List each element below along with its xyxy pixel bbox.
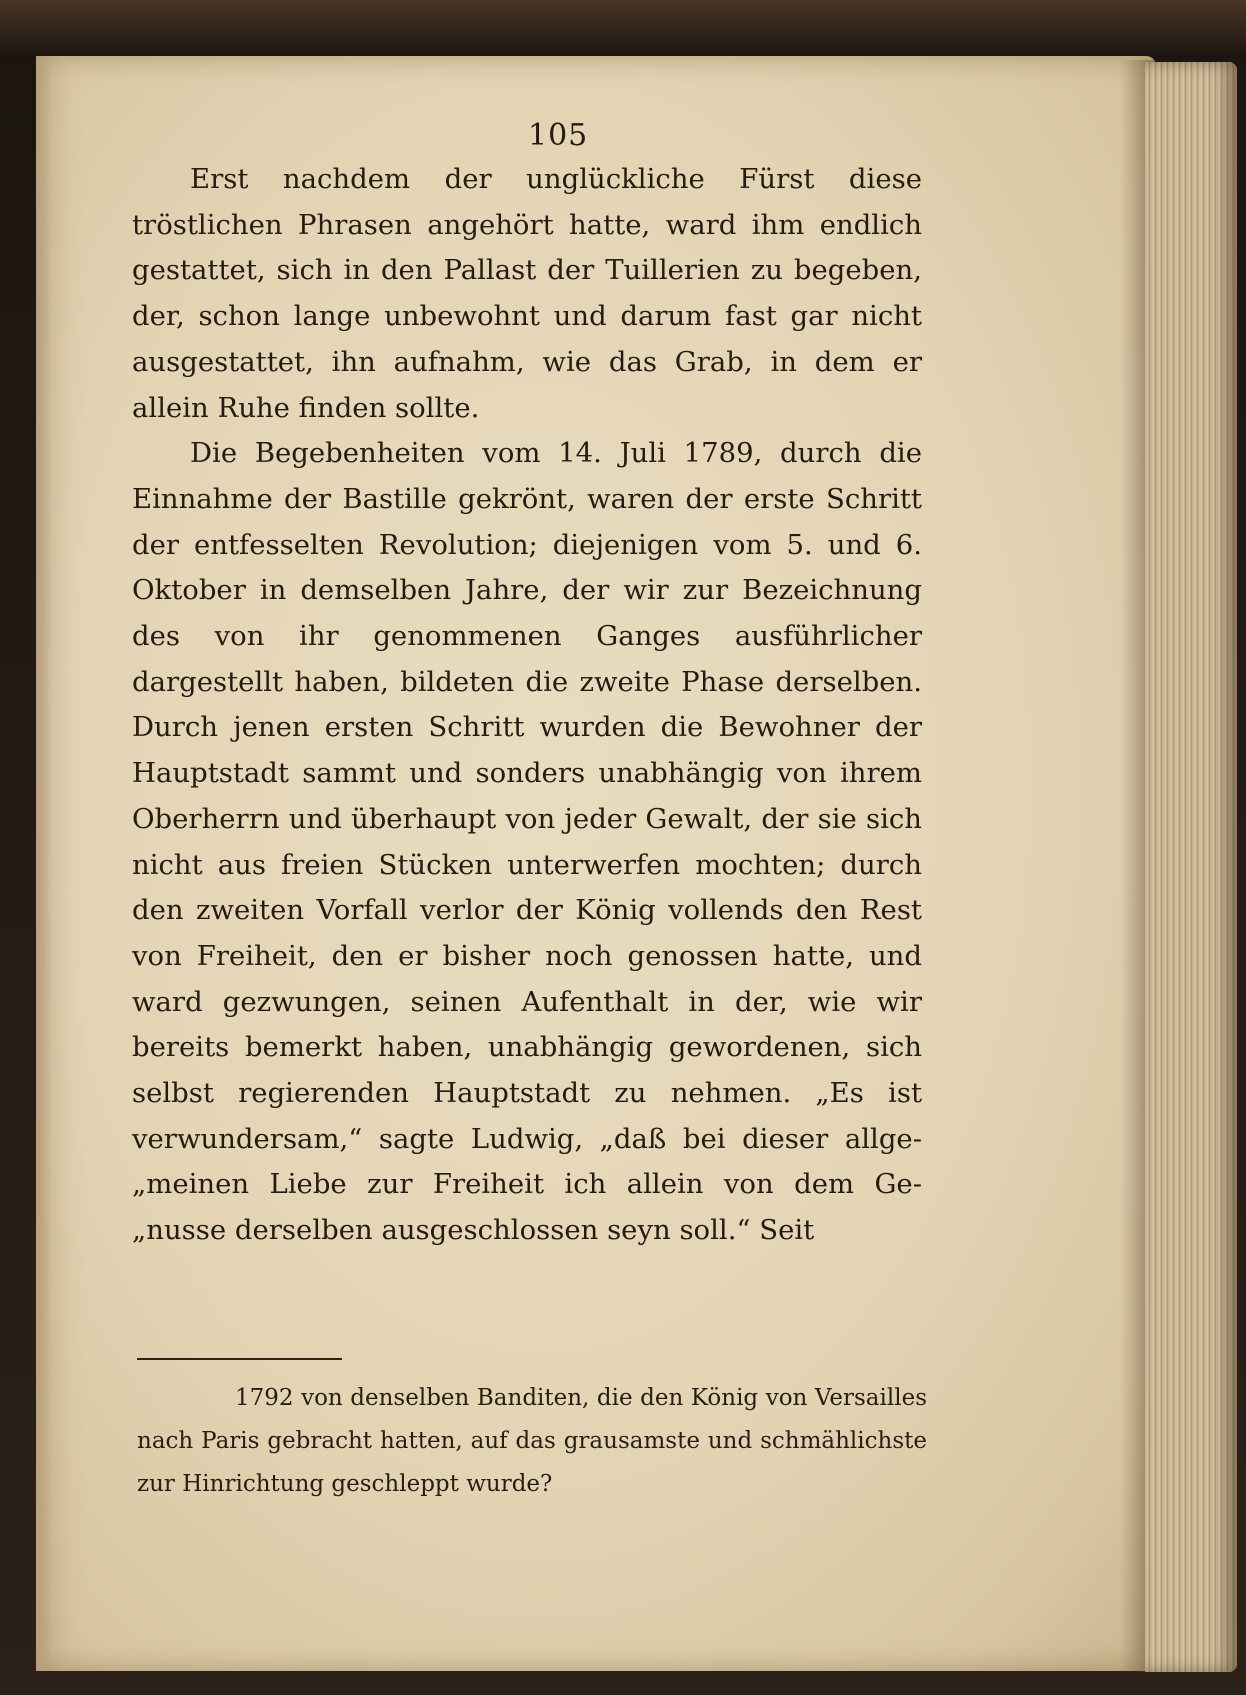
paragraph-1: Erst nachdem der unglückliche Fürst diese tröstlichen Phrasen angehört hatte, ward ihm endlich gestattet, sich in den Pallast der Tuillerien zu begeben, der, schon lange unbewohnt und darum fast gar nicht ausgestattet, ihn aufnahm, wie das Grab, in dem er allein Ruhe finden sollte.	[132, 163, 922, 424]
page-number: 105	[528, 118, 589, 153]
footnote-rule	[137, 1358, 342, 1360]
page-gutter	[36, 56, 52, 1671]
body-text	[132, 157, 922, 1254]
page-stack-edges	[1145, 62, 1237, 1672]
paragraph-2: Die Begebenheiten vom 14. Juli 1789, durch die Einnahme der Bastille gekrönt, waren der erste Schritt der entfesselten Revolution; diejenigen vom 5. und 6. Oktober in demselben Jahre, der wir zur Bezeichnung des von ihr genommenen Ganges ausführlicher dargestellt haben, bildeten die zweite Phase derselben. Durch jenen ersten Schritt wurden die Bewohner der Hauptstadt sammt und sonders unabhängig von ihrem Oberherrn und überhaupt von jeder Gewalt, der sie sich nicht aus freien Stücken unterwerfen mochten; durch den zweiten Vorfall verlor der König vollends den Rest von Freiheit, den er bisher noch genossen hatte, und ward gezwungen, seinen Aufenthalt in der, wie wir bereits bemerkt haben, unabhängig gewordenen, sich selbst regierenden Hauptstadt zu nehmen. „Es ist verwundersam,“ sagte Ludwig, „daß bei dieser allge-„meinen Liebe zur Freiheit ich allein von dem Ge-„nusse derselben ausgeschlossen seyn soll.“ Seit	[132, 437, 922, 1247]
book-cover-edge	[0, 0, 1246, 58]
footnote: 1792 von denselben Banditen, die den König von Versailles nach Paris gebracht hatten, auf das grausamste und schmählichste zur Hinrichtung geschleppt wurde?	[137, 1385, 927, 1497]
